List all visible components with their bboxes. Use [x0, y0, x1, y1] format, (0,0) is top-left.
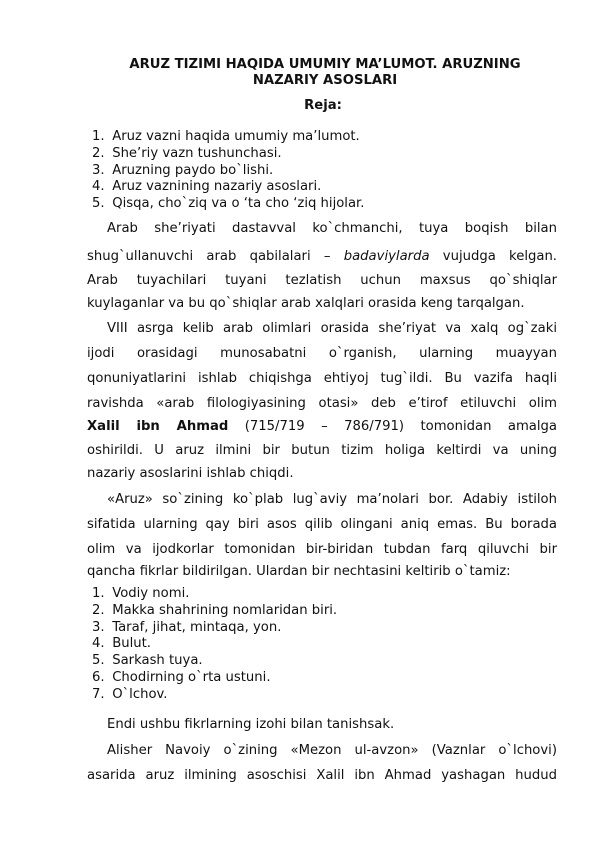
text-line: ijodi orasidagi munosabatni o`rganish, ularning muayyan: [87, 346, 557, 361]
text-line: Arab tuyachilari tuyani tezlatish uchun maxsus qo`shiqlar: [87, 273, 557, 288]
text-line: VIII asrga kelib arab olimlari orasida she’riyat va xalq og`zaki: [107, 321, 557, 336]
text-line: olim va ijodkorlar tomonidan bir-biridan tubdan farq qiluvchi bir: [87, 542, 557, 557]
text-line: Alisher Navoiy o`zining «Mezon ul-avzon» (Vaznlar o`lchovi): [107, 743, 557, 758]
meaning-item: 1. Vodiy nomi.: [92, 586, 190, 601]
text-line: qancha fikrlar bildirilgan. Ulardan bir nechtasini keltirib o`tamiz:: [87, 564, 511, 579]
text-line: sifatida ularning qay biri asos qilib olingani aniq emas. Bu borada: [87, 517, 557, 532]
text-line: «Aruz» so`zining ko`plab lug`aviy ma’nolari bor. Adabiy istiloh: [107, 492, 557, 507]
meaning-item: 2. Makka shahrining nomlaridan biri.: [92, 602, 338, 618]
paragraph-4: Endi ushbu fikrlarning izohi bilan tanishsak.: [107, 717, 395, 732]
meaning-item: 6. Chodirning o`rta ustuni.: [92, 669, 271, 685]
text-line: kuylaganlar va bu qo`shiqlar arab xalqlari orasida keng tarqalgan.: [87, 296, 525, 311]
text-line: oshirildi. U aruz ilmini bir butun tizim holiga keltirdi va uning: [87, 443, 557, 458]
document-title: [90, 57, 560, 89]
plan-heading: Reja:: [304, 98, 342, 113]
text-line: qonuniyatlarini ishlab chiqishga ehtiyoj tug`ildi. Bu vazifa haqli: [87, 371, 557, 386]
plan-item: 1. Aruz vazni haqida umumiy ma’lumot.: [92, 129, 360, 144]
meanings-list: [92, 586, 337, 704]
plan-item: 4. Aruz vaznining nazariy asoslari.: [92, 179, 322, 195]
meaning-item: 3. Taraf, jihat, mintaqa, yon.: [92, 619, 282, 635]
text-line: shug`ullanuvchi arab qabilalari – badaviylarda vujudga kelgan.: [87, 249, 557, 264]
author-name: Xalil ibn Ahmad: [87, 419, 229, 434]
text-line: nazariy asoslarini ishlab chiqdi.: [87, 466, 294, 481]
plan-item: 2. She’riy vazn tushunchasi.: [92, 145, 282, 161]
text-line: ravishda «arab filologiyasining otasi» deb e’tirof etiluvchi olim: [87, 396, 557, 411]
title-line-2: NAZARIY ASOSLARI: [252, 73, 398, 88]
meaning-item: 5. Sarkash tuya.: [92, 653, 203, 669]
meaning-item: 7. O`lchov.: [92, 686, 168, 702]
text-line: Arab she’riyati dastavval ko`chmanchi, tuya boqish bilan: [107, 221, 557, 236]
title-line-1: ARUZ TIZIMI HAQIDA UMUMIY MA’LUMOT. ARUZNING: [129, 57, 521, 72]
text-line: Xalil ibn Ahmad (715/719 – 786/791) tomonidan amalga: [87, 419, 557, 434]
meaning-item: 4. Bulut.: [92, 636, 151, 652]
plan-item: 5. Qisqa, cho`ziq va o ‘ta cho ‘ziq hijolar.: [92, 196, 365, 212]
text-line: asarida aruz ilmining asoschisi Xalil ibn Ahmad yashagan hudud: [87, 768, 557, 783]
plan-list: [92, 129, 364, 213]
plan-item: 3. Aruzning paydo bo`lishi.: [92, 162, 274, 178]
